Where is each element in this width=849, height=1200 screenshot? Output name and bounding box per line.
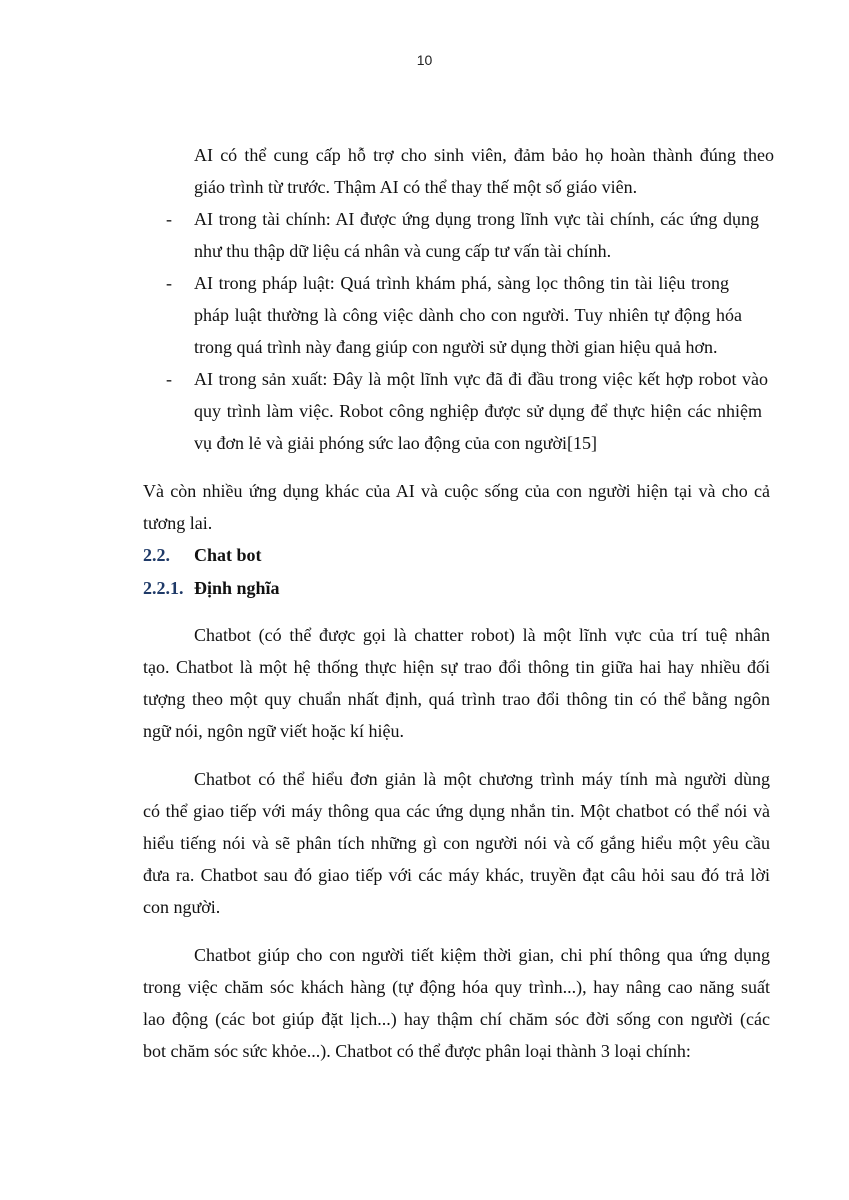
text-line: đưa ra. Chatbot sau đó giao tiếp với các máy khác, truyền đạt câu hỏi sau đó trả lời (143, 865, 770, 885)
text-line: Chatbot giúp cho con người tiết kiệm thời gian, chi phí thông qua ứng dụng (194, 945, 770, 965)
text-line: giáo trình từ trước. Thậm AI có thể thay thế một số giáo viên. (194, 177, 638, 197)
text-line: AI trong tài chính: AI được ứng dụng trong lĩnh vực tài chính, các ứng dụng (194, 209, 759, 229)
subsection-title: Định nghĩa (194, 578, 280, 598)
text-line: như thu thập dữ liệu cá nhân và cung cấp tư vấn tài chính. (194, 241, 612, 261)
bullet-dash: - (166, 369, 172, 389)
text-line: con người. (143, 897, 221, 917)
text-line: AI có thể cung cấp hỗ trợ cho sinh viên, đảm bảo họ hoàn thành đúng theo (194, 145, 774, 165)
text-line: quy trình làm việc. Robot công nghiệp được sử dụng để thực hiện các nhiệm (194, 401, 762, 421)
text-line: Chatbot có thể hiểu đơn giản là một chương trình máy tính mà người dùng (194, 769, 770, 789)
text-line: có thể giao tiếp với máy thông qua các ứng dụng nhắn tin. Một chatbot có thể nói và (143, 801, 770, 821)
text-line: trong quá trình này đang giúp con người sử dụng thời gian hiệu quả hơn. (194, 337, 718, 357)
text-line: tạo. Chatbot là một hệ thống thực hiện sự trao đổi thông tin giữa hai hay nhiều đối (143, 657, 770, 677)
text-line: AI trong pháp luật: Quá trình khám phá, sàng lọc thông tin tài liệu trong (194, 273, 729, 293)
text-line: pháp luật thường là công việc dành cho con người. Tuy nhiên tự động hóa (194, 305, 742, 325)
text-line: Và còn nhiều ứng dụng khác của AI và cuộc sống của con người hiện tại và cho cả (143, 481, 770, 501)
text-line: vụ đơn lẻ và giải phóng sức lao động của con người[15] (194, 433, 597, 453)
text-line: trong việc chăm sóc khách hàng (tự động hóa quy trình...), hay nâng cao năng suất (143, 977, 770, 997)
text-line: tượng theo một quy chuẩn nhất định, quá trình trao đổi thông tin có thể bằng ngôn (143, 689, 770, 709)
text-line: tương lai. (143, 513, 213, 533)
bullet-dash: - (166, 209, 172, 229)
text-line: AI trong sản xuất: Đây là một lĩnh vực đã đi đầu trong việc kết hợp robot vào (194, 369, 768, 389)
subsection-number: 2.2.1. (143, 578, 184, 598)
bullet-dash: - (166, 273, 172, 293)
section-title: Chat bot (194, 545, 262, 565)
text-line: ngữ nói, ngôn ngữ viết hoặc kí hiệu. (143, 721, 404, 741)
text-line: Chatbot (có thể được gọi là chatter robot) là một lĩnh vực của trí tuệ nhân (194, 625, 770, 645)
page-number: 10 (416, 52, 433, 68)
text-line: hiểu tiếng nói và sẽ phân tích những gì con người nói và cố gắng hiểu một yêu cầu (143, 833, 770, 853)
section-number: 2.2. (143, 545, 170, 565)
text-line: lao động (các bot giúp đặt lịch...) hay thậm chí chăm sóc đời sống con người (các (143, 1009, 770, 1029)
text-line: bot chăm sóc sức khỏe...). Chatbot có thể được phân loại thành 3 loại chính: (143, 1041, 691, 1061)
